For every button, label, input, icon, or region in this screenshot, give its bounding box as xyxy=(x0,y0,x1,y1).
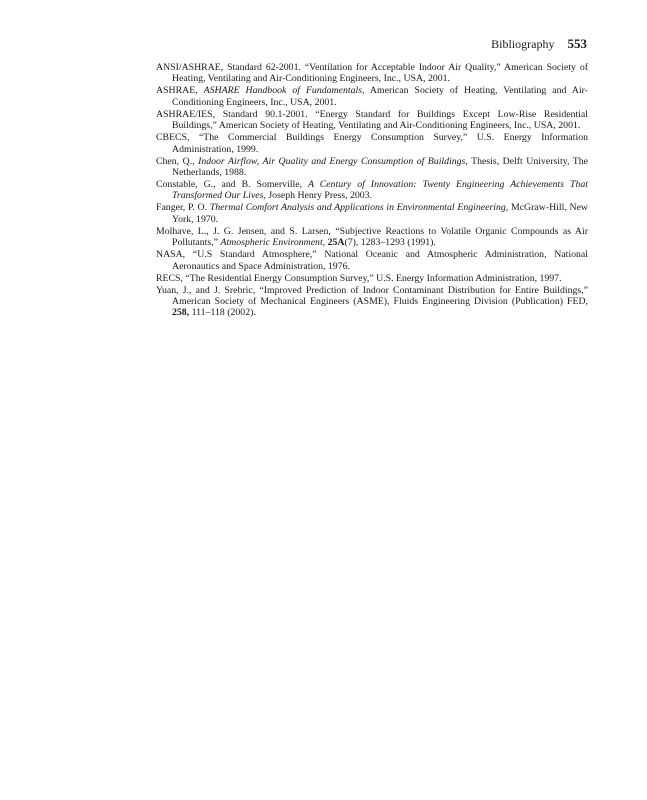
reference-title: Atmospheric Environment, xyxy=(220,237,326,249)
reference-volume: 25A xyxy=(327,237,345,249)
reference-entry xyxy=(156,285,588,319)
reference-entry xyxy=(156,273,588,284)
running-head xyxy=(491,37,587,51)
reference-text: Chen, Q., xyxy=(156,155,199,167)
reference-title: ASHARE Handbook of Fundamentals, xyxy=(203,85,365,97)
reference-text: Joseph Henry Press, 2003. xyxy=(265,190,373,202)
reference-text: ASHRAE, xyxy=(156,85,204,97)
reference-text: 111–118 (2002). xyxy=(189,307,256,319)
reference-text: RECS, “The Residential Energy Consumption Survey,” U.S. Energy Information Administration, 1997. xyxy=(156,272,562,284)
reference-text: Constable, G., and B. Somerville, xyxy=(156,179,308,191)
reference-volume: 258, xyxy=(172,307,190,319)
reference-text: Thesis, Delft University, The Netherlands, 1988. xyxy=(172,155,588,179)
reference-entry xyxy=(156,202,588,225)
reference-entry xyxy=(156,179,588,202)
reference-entry xyxy=(156,226,588,249)
reference-entry xyxy=(156,249,588,272)
reference-title: Indoor Airflow, Air Quality and Energy Consumption of Buildings, xyxy=(198,155,468,167)
reference-text: (7), 1283–1293 (1991). xyxy=(344,237,436,249)
reference-title: Thermal Comfort Analysis and Applications in Environmental Engineering, xyxy=(209,202,509,214)
reference-text: Molhave, L., J. G. Jensen, and S. Larsen, “Subjective Reactions to Volatile Organic Compounds as Air Pollutants,” xyxy=(156,225,588,249)
reference-text: ASHRAE/IES, Standard 90.1-2001. “Energy Standard for Buildings Except Low-Rise Residential Buildings,” American Society of Heating, Ventilating and Air-Conditioning Engineers, Inc., USA, 2001. xyxy=(156,108,588,132)
running-title: Bibliography xyxy=(491,37,555,51)
reference-text: Yuan, J., and J. Srebric, “Improved Prediction of Indoor Contaminant Distribution for Entire Buildings,” American Society of Mechanical Engineers (ASME), Fluids Engineering Division (Publication) FED, xyxy=(156,284,588,308)
reference-text: CBECS, “The Commercial Buildings Energy Consumption Survey,” U.S. Energy Information Administration, 1999. xyxy=(156,132,588,155)
reference-title: A Century of Innovation: Twenty Engineering Achievements That Transformed Our Lives, xyxy=(172,179,588,202)
reference-text: Fanger, P. O. xyxy=(156,202,210,214)
reference-text: NASA, “U.S Standard Atmosphere,” National Oceanic and Atmospheric Administration, National Aeronautics and Space Administration, 1976. xyxy=(156,249,588,272)
reference-entry xyxy=(156,62,588,85)
reference-entry xyxy=(156,109,588,132)
reference-text: McGraw-Hill, New York, 1970. xyxy=(172,202,589,225)
reference-text: ANSI/ASHRAE, Standard 62-2001. “Ventilation for Acceptable Indoor Air Quality,” American Society of Heating, Ventilating and Air-Conditioning Engineers, Inc., USA, 2001. xyxy=(156,62,588,85)
reference-entry xyxy=(156,132,588,155)
reference-entry xyxy=(156,85,588,108)
bibliography-list xyxy=(156,62,588,319)
reference-text: American Society of Heating, Ventilating and Air-Conditioning Engineers, Inc., USA, 2001. xyxy=(172,85,588,108)
page-number: 553 xyxy=(567,36,587,51)
reference-entry xyxy=(156,156,588,179)
